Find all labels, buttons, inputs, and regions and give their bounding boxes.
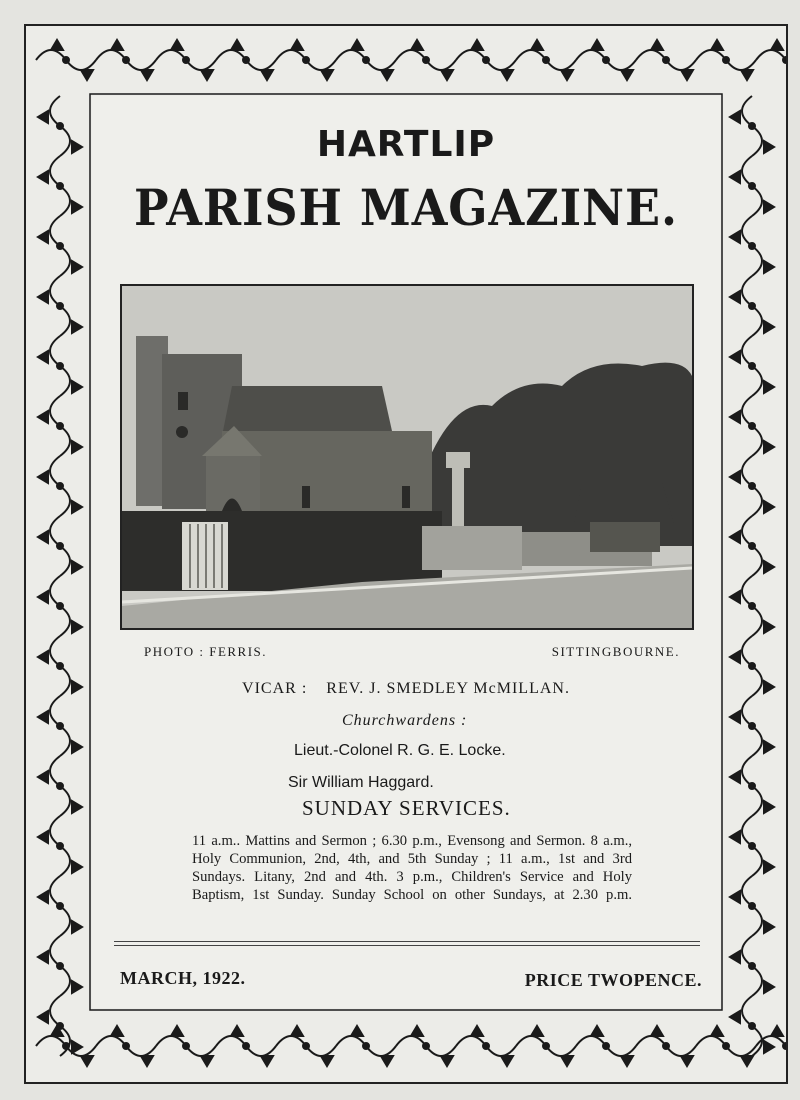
magazine-cover: [24, 24, 788, 1084]
title-hartlip: HARTLIP: [316, 124, 496, 165]
church-photo: [120, 284, 694, 630]
vicar-line: [92, 680, 720, 698]
divider: [114, 945, 700, 946]
services-text: 11 a.m.. Mattins and Sermon ; 6.30 p.m., Evensong and Sermon. 8 a.m., Holy Communion, 2nd, 4th, and 5th Sunday ; 11 a.m., 1st and 3rd Sundays. Litany, 2nd and 4th. 3 p.m., Children's Service and Holy Baptism, 1st Sunday. Sunday School on other Sundays, at 2.30 p.m.: [192, 833, 632, 903]
churchwarden-name: Sir William Haggard.: [288, 774, 434, 791]
churchwarden-name: Lieut.-Colonel R. G. E. Locke.: [294, 742, 506, 759]
cover-content: [92, 96, 720, 1008]
divider: [114, 941, 700, 942]
photo-credit: PHOTO : FERRIS.: [144, 644, 268, 659]
churchwardens-heading: Churchwardens :: [342, 712, 468, 729]
services-heading: SUNDAY SERVICES.: [302, 796, 511, 820]
church-illustration: [122, 286, 692, 628]
issue-date: MARCH, 1922.: [120, 968, 246, 988]
price: PRICE TWOPENCE.: [524, 970, 702, 990]
vicar-label: VICAR :: [242, 680, 308, 697]
vicar-name: REV. J. SMEDLEY McMILLAN.: [326, 680, 570, 697]
photo-location: SITTINGBOURNE.: [551, 644, 680, 659]
title-parish-magazine: PARISH MAGAZINE.: [134, 178, 678, 237]
